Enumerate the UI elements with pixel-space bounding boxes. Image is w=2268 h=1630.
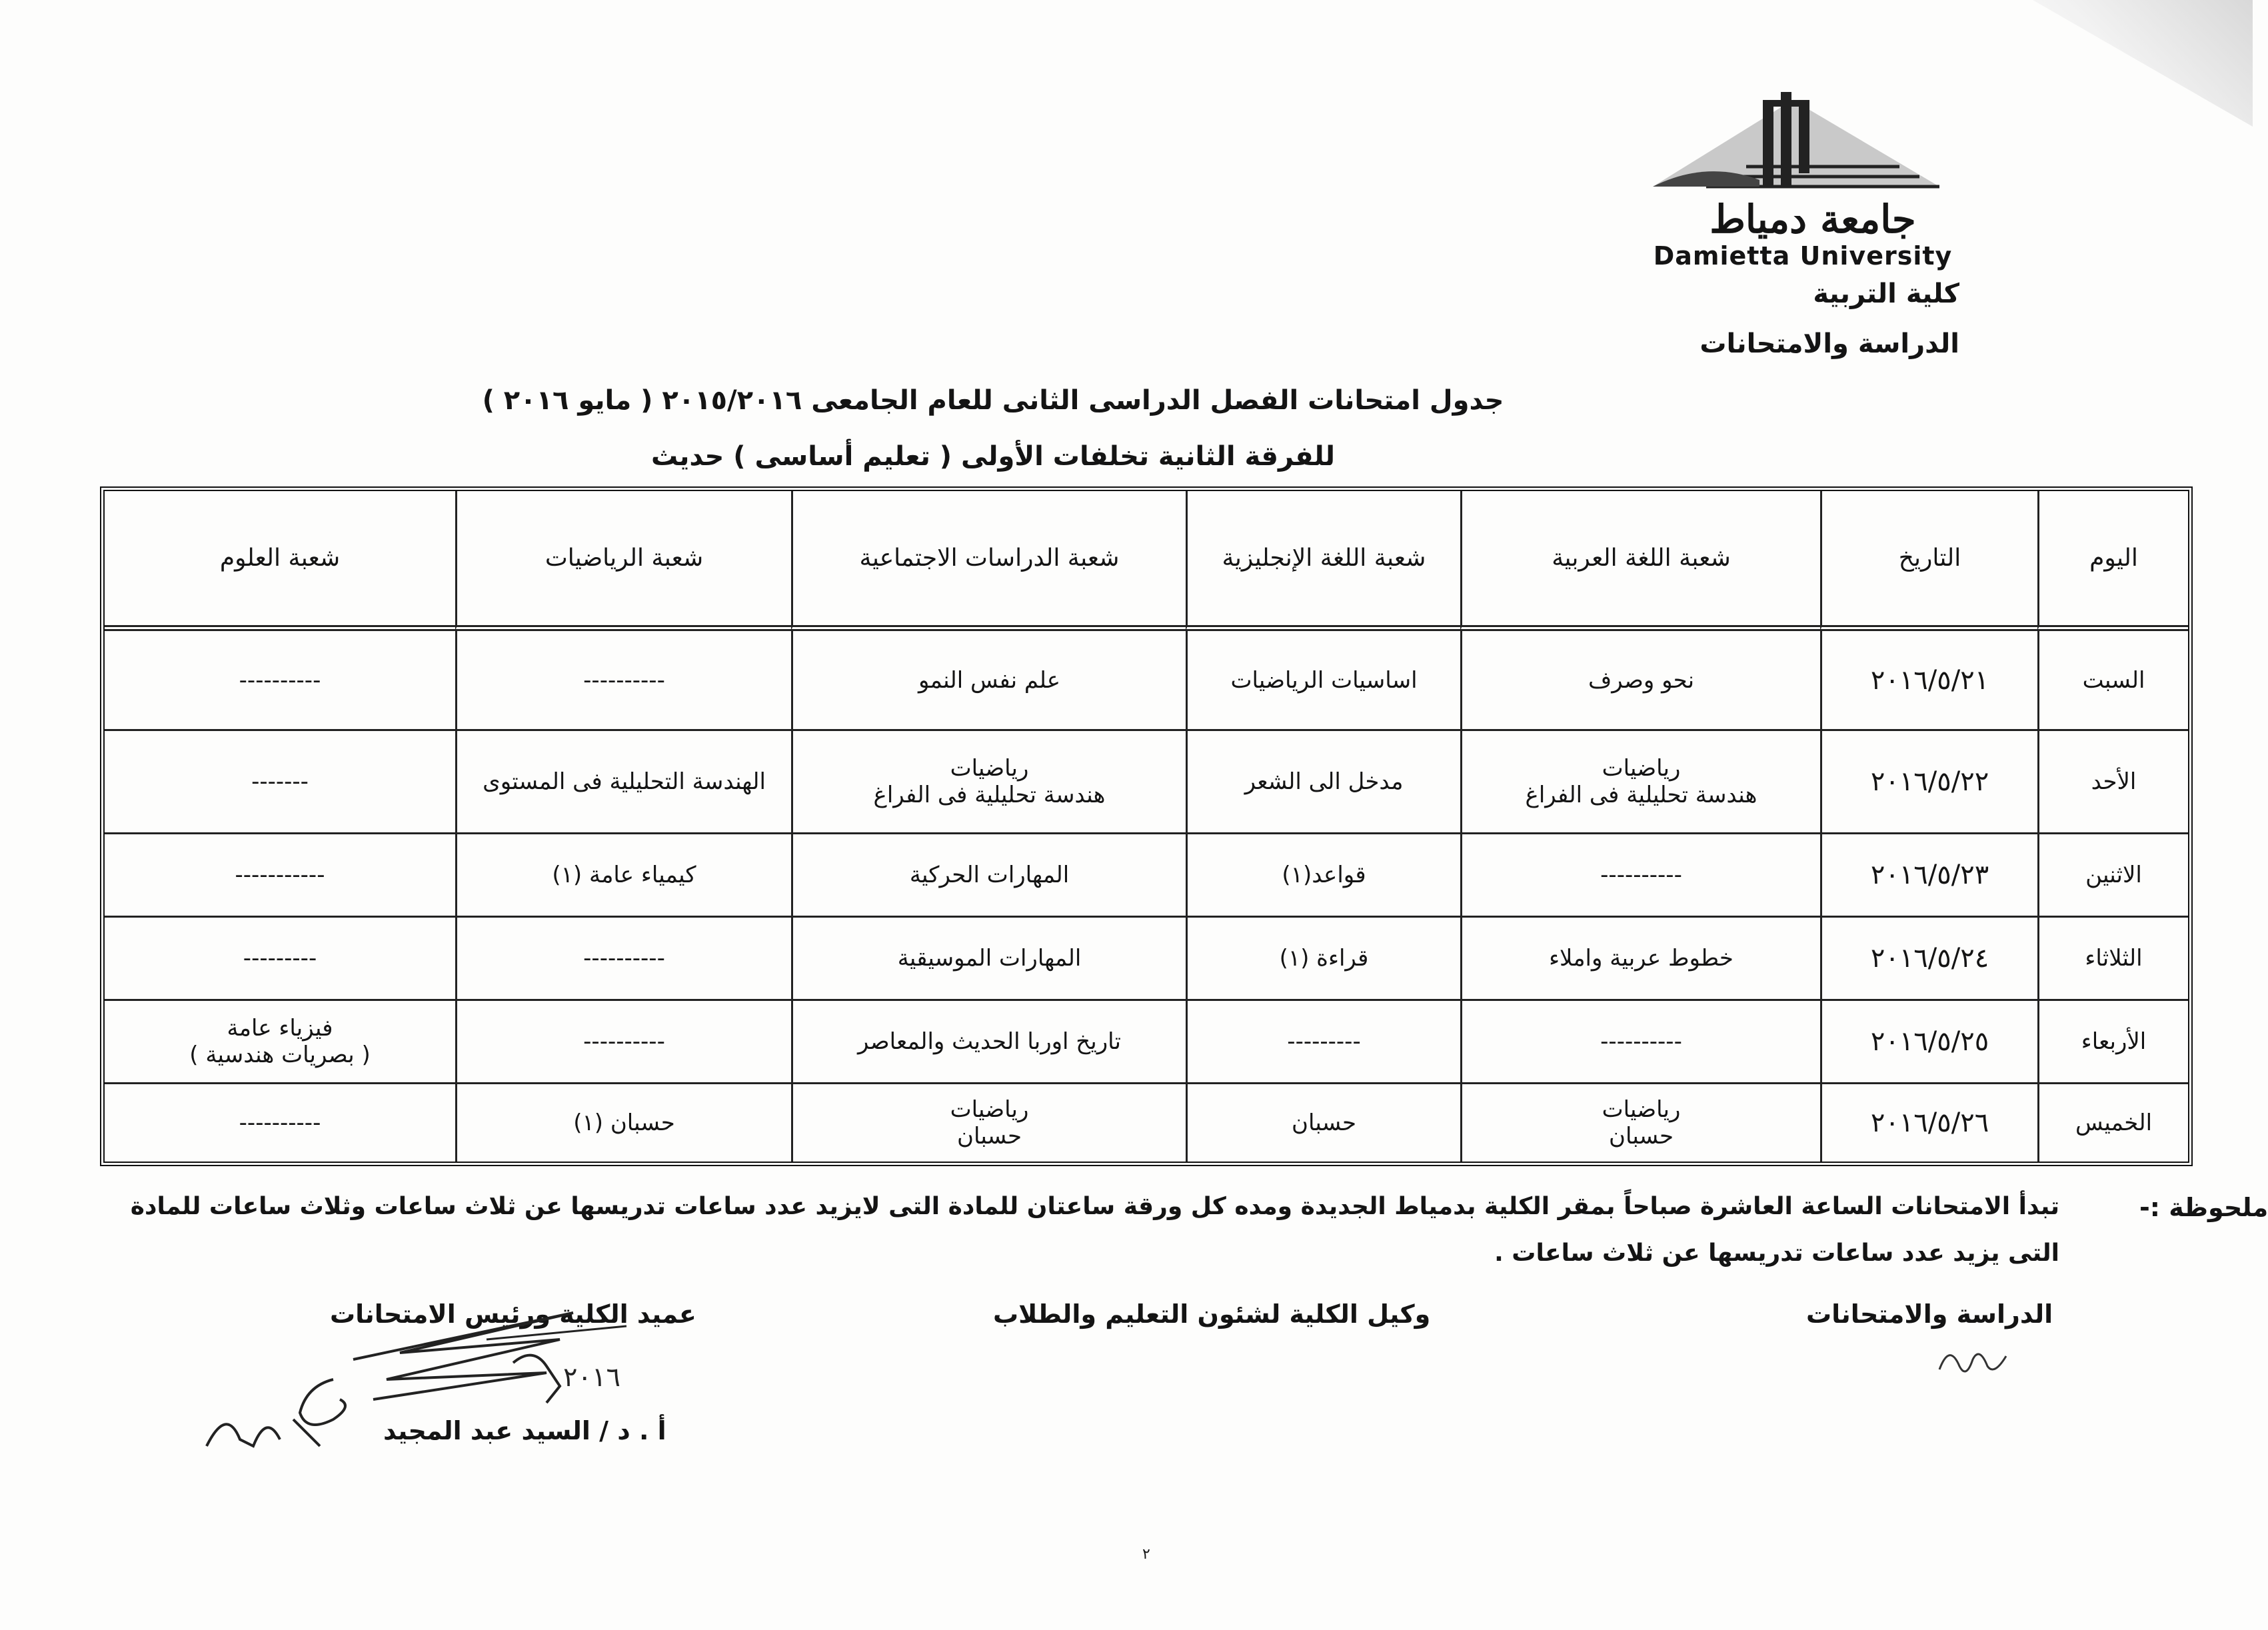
- cell-social: تاريخ اوربا الحديث والمعاصر: [791, 1001, 1186, 1084]
- cell-arabic: خطوط عربية واملاء: [1460, 918, 1820, 1001]
- header-arabic: شعبة اللغة العربية: [1460, 491, 1820, 631]
- header-social: شعبة الدراسات الاجتماعية: [791, 491, 1186, 631]
- schedule-subtitle: للفرقة الثانية تخلفات الأولى ( تعليم أساسى ) حديث: [651, 441, 1335, 472]
- cell-day: الأحد: [2037, 731, 2188, 834]
- cell-line: هندسة تحليلية فى الفراغ: [873, 782, 1106, 808]
- header-day: اليوم: [2037, 491, 2188, 631]
- cell-date: ٢٠١٦/٥/٢٥: [1820, 1001, 2037, 1084]
- cell-arabic: [1460, 1084, 1820, 1162]
- cell-arabic: ----------: [1460, 834, 1820, 918]
- cell-line: ( بصريات هندسية ): [189, 1042, 371, 1068]
- svg-text:٢٠١٦: ٢٠١٦: [563, 1362, 620, 1393]
- cell-line: حسبان: [1609, 1123, 1674, 1150]
- note-text-line1: تبدأ الامتحانات الساعة العاشرة صباحاً بمقر الكلية بدمياط الجديدة ومده كل ورقة ساعتان للمادة التى لايزيد عدد ساعات تدريسها عن ثلاث ساعات وثلاث ساعات للمادة: [130, 1193, 2059, 1220]
- cell-social: المهارات الموسيقية: [791, 918, 1186, 1001]
- cell-day: الخميس: [2037, 1084, 2188, 1162]
- header-math: شعبة الرياضيات: [455, 491, 791, 631]
- cell-math: ----------: [455, 1001, 791, 1084]
- cell-line: رياضيات: [950, 755, 1029, 782]
- cell-arabic: نحو وصرف: [1460, 631, 1820, 731]
- handwritten-initials: [1933, 1336, 2019, 1389]
- cell-science: -------: [105, 731, 455, 834]
- cell-science: ----------: [239, 1110, 321, 1136]
- cell-arabic: ----------: [1460, 1001, 1820, 1084]
- folded-paper-corner: [2033, 0, 2253, 127]
- cell-line: رياضيات: [950, 1096, 1029, 1123]
- faculty-name: كلية التربية: [1813, 279, 1959, 309]
- department-name: الدراسة والامتحانات: [1700, 329, 1959, 359]
- cell-social: [791, 1084, 1186, 1162]
- university-logo: [1626, 87, 1973, 280]
- cell-line: حسبان: [957, 1123, 1022, 1150]
- cell-day: الثلاثاء: [2037, 918, 2188, 1001]
- note-label: ملحوظة :-: [2139, 1193, 2268, 1222]
- cell-english: مدخل الى الشعر: [1186, 731, 1460, 834]
- cell-science: -----------: [105, 834, 455, 918]
- cell-arabic: [1460, 731, 1820, 834]
- cell-line: رياضيات: [1602, 755, 1681, 782]
- cell-math: حسبان (١): [455, 1084, 791, 1162]
- handwritten-signature: [200, 1279, 620, 1466]
- cell-english: قواعد(١): [1186, 834, 1460, 918]
- cell-math: ----------: [455, 631, 791, 731]
- cell-english: اساسيات الرياضيات: [1186, 631, 1460, 731]
- dean-name: أ . د / السيد عبد المجيد: [383, 1416, 666, 1445]
- logo-arabic-text: جامعة دمياط: [1709, 197, 1916, 242]
- dean-signature-title: عميد الكلية ورئيس الامتحانات: [330, 1299, 696, 1329]
- cell-line: فيزياء عامة: [227, 1015, 333, 1042]
- cell-line: هندسة تحليلية فى الفراغ: [1525, 782, 1757, 808]
- exams-department-signature-title: الدراسة والامتحانات: [1806, 1299, 2053, 1329]
- cell-english: حسبان: [1186, 1084, 1460, 1162]
- cell-date: ٢٠١٦/٥/٢٣: [1820, 834, 2037, 918]
- note-text-line2: التى يزيد عدد ساعات تدريسها عن ثلاث ساعات .: [1494, 1239, 2059, 1267]
- header-date: التاريخ: [1820, 491, 2037, 631]
- cell-social: علم نفس النمو: [791, 631, 1186, 731]
- cell-date: ٢٠١٦/٥/٢١: [1820, 631, 2037, 731]
- cell-date: ٢٠١٦/٥/٢٦: [1820, 1084, 2037, 1162]
- schedule-title: جدول امتحانات الفصل الدراسى الثانى للعام الجامعى ٢٠١٥/٢٠١٦ ( مايو ٢٠١٦ ): [482, 385, 1504, 416]
- cell-science: ---------: [105, 918, 455, 1001]
- page-number: ٢: [1142, 1546, 1150, 1563]
- cell-math: الهندسة التحليلية فى المستوى: [455, 731, 791, 834]
- cell-social: [791, 731, 1186, 834]
- university-emblem: [1626, 87, 1973, 200]
- vice-dean-signature-title: وكيل الكلية لشئون التعليم والطلاب: [993, 1299, 1431, 1329]
- exam-schedule-table: [100, 486, 2193, 1166]
- header-english: شعبة اللغة الإنجليزية: [1186, 491, 1460, 631]
- cell-math: كيمياء عامة (١): [455, 834, 791, 918]
- cell-science: [105, 1001, 455, 1084]
- cell-line: رياضيات: [1602, 1096, 1681, 1123]
- cell-science: ----------: [105, 631, 455, 731]
- logo-english-text: Damietta University: [1653, 241, 1953, 271]
- cell-day: الاثنين: [2037, 834, 2188, 918]
- cell-day: السبت: [2037, 631, 2188, 731]
- cell-english: ---------: [1186, 1001, 1460, 1084]
- cell-english: قراءة (١): [1186, 918, 1460, 1001]
- cell-date: ٢٠١٦/٥/٢٤: [1820, 918, 2037, 1001]
- cell-math: ----------: [455, 918, 791, 1001]
- cell-social: المهارات الحركية: [791, 834, 1186, 918]
- header-science: شعبة العلوم: [105, 491, 455, 631]
- cell-date: ٢٠١٦/٥/٢٢: [1820, 731, 2037, 834]
- cell-day: الأربعاء: [2037, 1001, 2188, 1084]
